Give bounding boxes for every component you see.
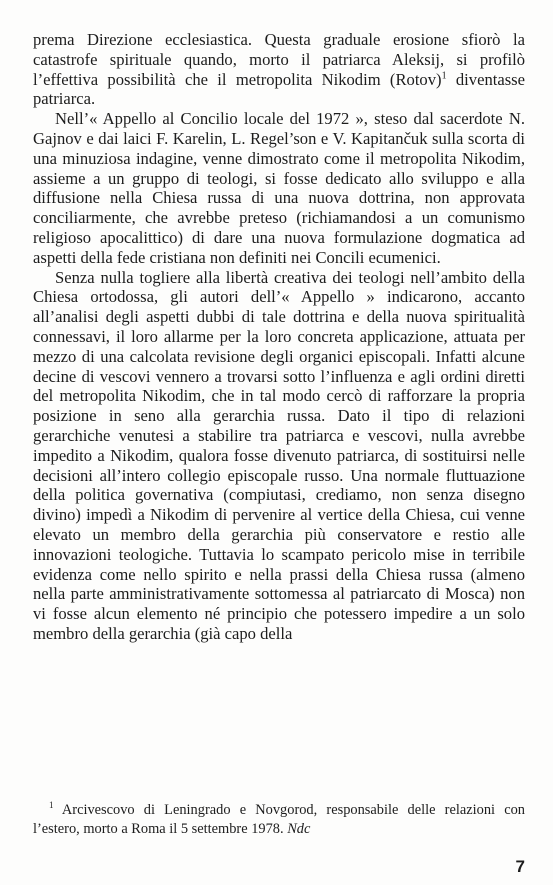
footnote-note-tag: Ndc (287, 820, 311, 837)
paragraph-1-text-end: diventasse patriarca. (33, 69, 525, 109)
paragraph-1-text: prema Direzione ecclesiastica. Questa graduale erosione sfiorò la catastrofe spirituale quando, morto il patriarca Aleksij, si profilò l’effettiva possibilità che il metropolita Nikodim (Rotov) (33, 30, 525, 89)
body-text (33, 30, 525, 644)
paragraph-1 (33, 30, 525, 109)
footnote-reference: 1 (441, 70, 447, 82)
footnote (33, 801, 525, 838)
footnote-text: Arcivescovo di Leningrado e Novgorod, responsabile delle relazioni con l’estero, morto a Roma il 5 settembre 1978. (33, 802, 525, 837)
paragraph-3: Senza nulla togliere alla libertà creativa dei teologi nell’ambito della Chiesa ortodossa, gli autori dell’« Appello » indicarono, accanto all’analisi degli aspetti dubbi di tale dottrina e della nuova spiritualità connessavi, il loro allarme per la loro concreta applicazione, attuata per mezzo di una calcolata revisione degli organici episcopali. Infatti alcune decine di vescovi vennero a trovarsi sotto l’influenza e agli ordini diretti del metropolita Nikodim, che in tal modo cercò di rafforzare la propria posizione in seno alla gerarchia russa. Dato il tipo di relazioni gerarchiche venutesi a stabilire tra patriarca e vescovi, nulla avrebbe impedito a Nikodim, qualora fosse divenuto patriarca, di sostituirsi nelle decisioni all’intero collegio episcopale russo. Una normale fluttuazione della politica governativa (compiutasi, crediamo, non senza disegno divino) impedì a Nikodim di pervenire al vertice della Chiesa, cui venne elevato un membro della gerarchia più conservatore e restio alle innovazioni teologiche. Tuttavia lo scampato pericolo mise in terribile evidenza come nello spirito e nella prassi della Chiesa russa (almeno nella parte amministrativamente sottomessa al patriarcato di Mosca) non vi fosse alcun elemento né principio che potessero impedire a un solo membro della gerarchia (già capo della (33, 267, 525, 643)
paragraph-2: Nell’« Appello al Concilio locale del 1972 », steso dal sacerdote N. Gajnov e dai laici F. Karelin, L. Regel’son e V. Kapitančuk sulla scorta di una minuziosa indagine, venne dimostrato come il metropolita Nikodim, assieme a un gruppo di teologi, si fosse dedicato allo sviluppo e alla diffusione nella Chiesa russa di una nuova dottrina, non approvata conciliarmente, che avrebbe preteso (richiamandosi a un comunismo religioso apocalittico) di dare una nuova formulazione dogmatica ad aspetti della fede cristiana non definiti nei Concili ecumenici. (33, 109, 525, 267)
page-number: 7 (515, 857, 525, 876)
footnote-marker: 1 (49, 800, 54, 811)
